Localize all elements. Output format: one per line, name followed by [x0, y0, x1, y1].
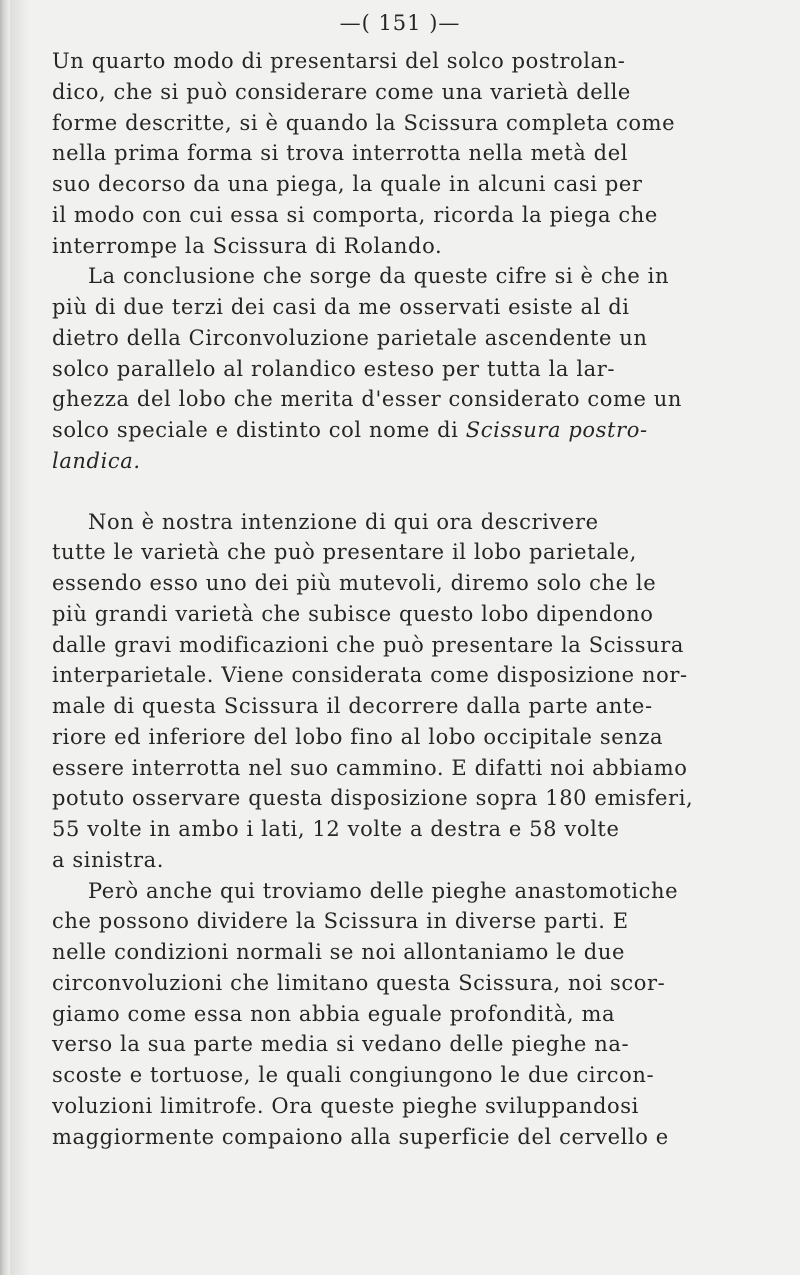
text-line: ghezza del lobo che merita d'esser considerato come un: [52, 387, 683, 412]
text-line: verso la sua parte media si vedano delle pieghe na-: [52, 1032, 630, 1057]
paragraph-4: [52, 876, 788, 1153]
text-line: maggiormente compaiono alla superficie del cervello e: [52, 1124, 669, 1149]
italic-term-tail: landica.: [52, 448, 141, 473]
paragraph-3: [52, 507, 788, 876]
text-line: male di questa Scissura il decorrere dalla parte ante-: [52, 694, 653, 718]
text-line: interparietale. Viene considerata come disposizione nor-: [52, 663, 688, 688]
text-line: circonvoluzioni che limitano questa Scissura, noi scor-: [52, 970, 666, 995]
text-line: Però anche qui troviamo delle pieghe anastomotiche: [88, 878, 679, 903]
text-line: [52, 415, 788, 446]
text-line: riore ed inferiore del lobo fino al lobo occipitale senza: [52, 724, 664, 749]
text-line: La conclusione che sorge da queste cifre si è che in: [88, 264, 670, 289]
text-line: interrompe la Scissura di Rolando.: [52, 233, 443, 258]
page-number: —( 151 )—: [339, 11, 461, 35]
text-line: 55 volte in ambo i lati, 12 volte a destra e 58 volte: [52, 817, 620, 841]
text-line: Non è nostra intenzione di qui ora descrivere: [88, 509, 599, 534]
text-line: tutte le varietà che può presentare il lobo parietale,: [52, 540, 637, 565]
text-line: Un quarto modo di presentarsi del solco postrolan-: [52, 49, 626, 73]
text-line: scoste e tortuose, le quali congiungono le due circon-: [52, 1063, 655, 1087]
text-line: forme descritte, si è quando la Scissura completa come: [52, 110, 676, 135]
text-line: essere interrotta nel suo cammino. E difatti noi abbiamo: [52, 755, 688, 780]
text-line: dico, che si può considerare come una varietà delle: [52, 79, 631, 104]
text-line: nella prima forma si trova interrotta nella metà del: [52, 141, 629, 166]
text-line-prefix: solco speciale e distinto col nome di: [52, 418, 466, 442]
text-line: dietro della Circonvoluzione parietale ascendente un: [52, 325, 648, 350]
text-line: dalle gravi modificazioni che può presentare la Scissura: [52, 632, 685, 657]
text-line: giamo come essa non abbia eguale profondità, ma: [52, 1001, 616, 1026]
text-line: più di due terzi dei casi da me osservati esiste al di: [52, 295, 630, 319]
page-body: [52, 46, 788, 1152]
text-line: il modo con cui essa si comporta, ricorda la piega che: [52, 202, 658, 227]
text-line: nelle condizioni normali se noi allontaniamo le due: [52, 940, 625, 964]
text-line: essendo esso uno dei più mutevoli, diremo solo che le: [52, 571, 657, 595]
text-line: suo decorso da una piega, la quale in alcuni casi per: [52, 172, 643, 196]
text-line: potuto osservare questa disposizione sopra 180 emisferi,: [52, 786, 694, 811]
text-line: a sinistra.: [52, 847, 164, 872]
text-line: solco parallelo al rolandico esteso per tutta la lar-: [52, 356, 616, 381]
italic-term: Scissura postro-: [465, 418, 648, 442]
paragraph-2: [52, 261, 788, 476]
text-line: che possono dividere la Scissura in diverse parti. E: [52, 909, 629, 934]
text-line: voluzioni limitrofe. Ora queste pieghe sviluppandosi: [52, 1093, 639, 1118]
text-line: più grandi varietà che subisce questo lobo dipendono: [52, 601, 654, 626]
paragraph-1: [52, 46, 788, 261]
